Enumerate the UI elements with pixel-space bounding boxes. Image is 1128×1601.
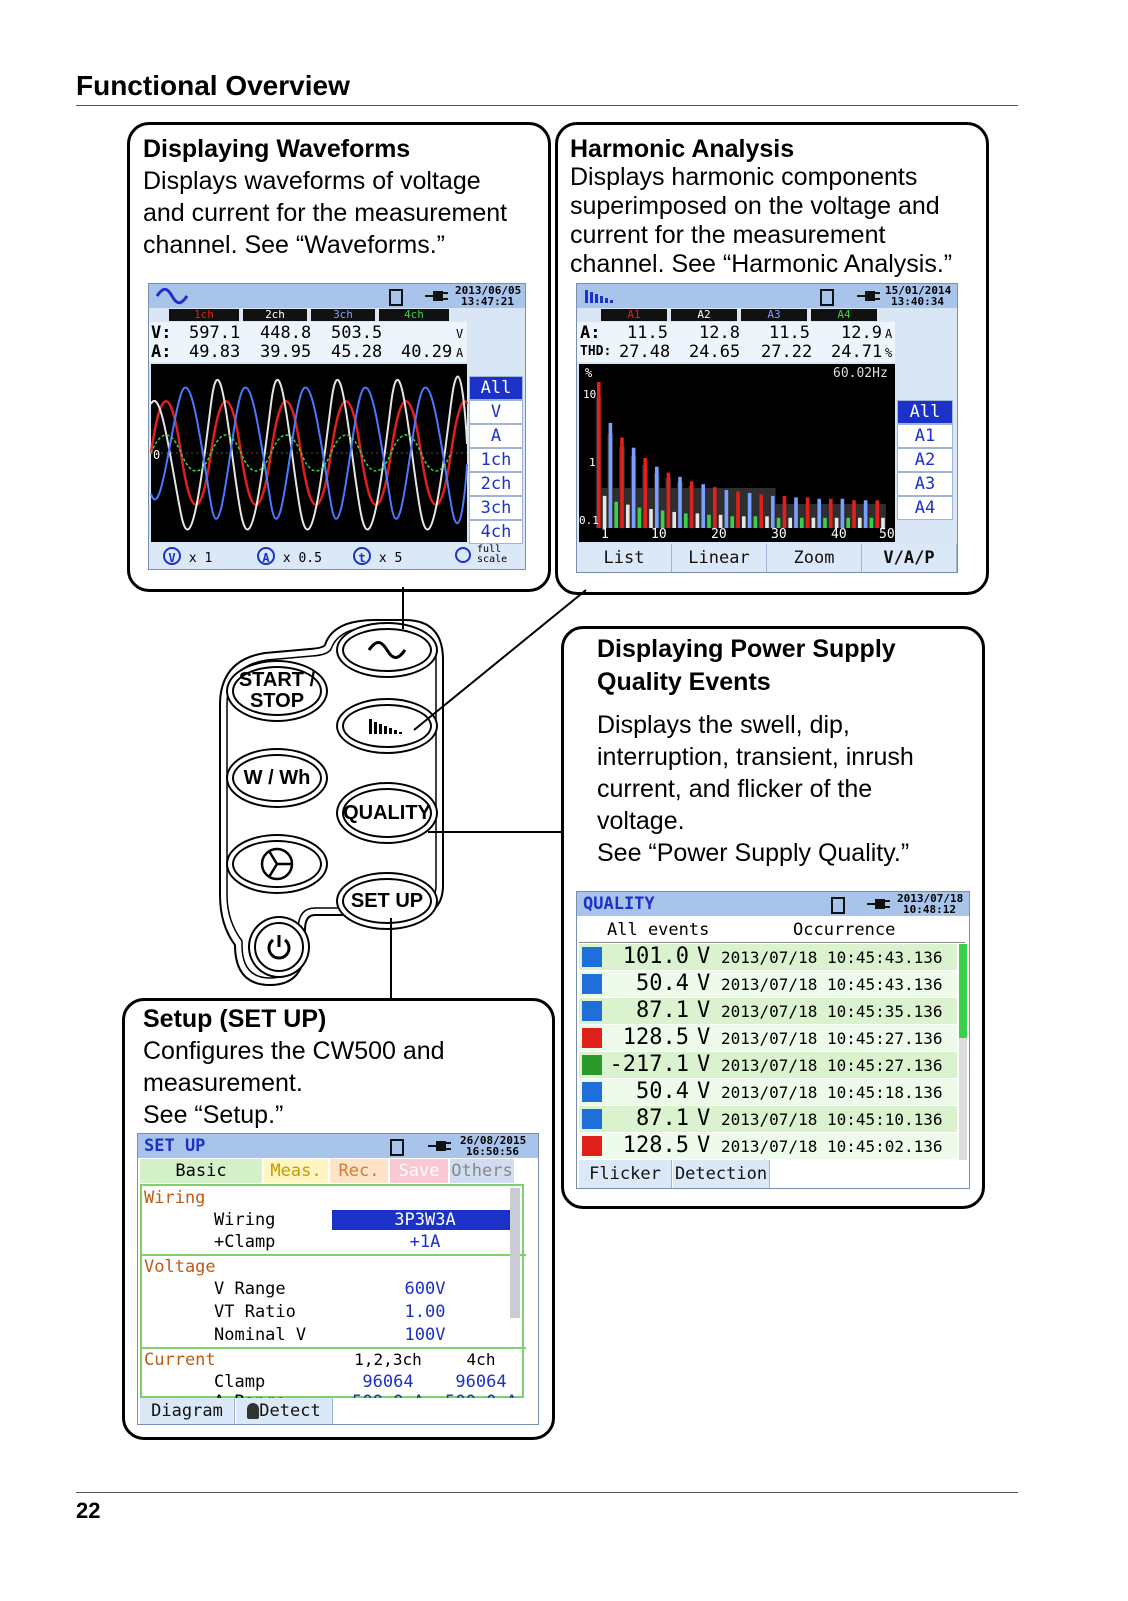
setup-header: SET UP — [144, 1136, 206, 1156]
set-up-key[interactable]: SET UP — [342, 878, 432, 924]
event-time: 2013/07/18 10:45:43.136 — [721, 975, 943, 994]
full-scale-label: full scale — [477, 544, 508, 565]
zoom-button[interactable]: Zoom — [767, 544, 862, 572]
quality-event-row[interactable] — [579, 1133, 957, 1159]
harmonic-bar — [614, 502, 618, 528]
thd-label: THD: — [580, 344, 612, 359]
voltage-2ch: 448.8 — [260, 323, 312, 343]
harmonic-bar — [817, 499, 821, 528]
event-type-icon — [582, 1136, 602, 1156]
quality-event-row[interactable] — [579, 971, 957, 997]
harmonic-bar — [626, 505, 630, 528]
quality-col-header — [579, 918, 965, 943]
harmonic-bar — [638, 508, 642, 528]
harmonic-bar — [788, 518, 792, 528]
nominal-v-value[interactable]: 100V — [404, 1325, 446, 1345]
full-scale-icon — [455, 547, 471, 563]
harmonic-bar — [829, 499, 833, 528]
page-title: Functional Overview — [76, 70, 350, 101]
harmonic-bar — [783, 496, 787, 528]
panel-quality-desc: Displays the swell, dip, interruption, transient, inrush current, and flicker of the voltage. See “Power Supply Quality.” — [597, 711, 914, 867]
flicker-button[interactable]: Flicker — [579, 1160, 672, 1188]
detection-button[interactable]: Detection — [673, 1160, 770, 1188]
waveform-plot — [151, 364, 467, 542]
time-circle-icon: t — [353, 547, 371, 565]
current-label: A: — [151, 342, 172, 362]
event-value: 87.1 — [636, 998, 689, 1023]
voltage-scale-button[interactable] — [163, 547, 212, 566]
section-wiring: Wiring — [144, 1188, 206, 1208]
harmonics-mode-icon — [583, 288, 617, 304]
harmonic-side-button[interactable]: A2 — [897, 448, 953, 472]
waveform-mode-icon — [155, 287, 189, 305]
title-divider — [76, 105, 1018, 106]
channel-tab-1ch[interactable]: 1ch — [169, 309, 239, 321]
harmonic-bar — [736, 492, 740, 529]
power-key[interactable] — [254, 922, 304, 972]
clamp2-label: Clamp — [214, 1372, 266, 1392]
x-tick-30: 30 — [771, 527, 787, 542]
detect-label: Detect — [259, 1401, 321, 1421]
waveform-side-button[interactable]: A — [469, 424, 523, 448]
wiring-label: Wiring — [214, 1210, 276, 1230]
current-a4: 12.9 — [841, 323, 882, 343]
harmonic-bar — [812, 518, 816, 528]
harmonic-bar — [725, 490, 729, 528]
quality-screen — [576, 891, 970, 1189]
channel-tab-2ch[interactable]: 2ch — [243, 309, 307, 321]
waveform-traces — [151, 364, 467, 542]
channel-tab-4ch[interactable]: 4ch — [379, 309, 449, 321]
sd-card-icon — [831, 897, 845, 914]
harmonic-bar — [759, 494, 763, 528]
quality-event-row[interactable] — [579, 944, 957, 970]
harmonic-bar — [730, 516, 734, 528]
harmonic-screen — [576, 283, 958, 573]
y-tick-1: 1 — [589, 456, 596, 469]
x-tick-40: 40 — [831, 527, 847, 542]
screen-date: 2013/06/05 — [455, 284, 522, 297]
event-unit: V — [697, 971, 711, 996]
all-events-header[interactable]: All events — [607, 920, 710, 940]
col-4ch: 4ch — [466, 1350, 496, 1369]
waveform-side-button[interactable]: 2ch — [469, 472, 523, 496]
connector-setup — [390, 918, 392, 1000]
occurrence-header: Occurrence — [793, 920, 896, 940]
event-time: 2013/07/18 10:45:02.136 — [721, 1137, 943, 1156]
waveform-side-button[interactable]: 4ch — [469, 520, 523, 544]
event-unit: V — [697, 1025, 711, 1050]
event-time: 2013/07/18 10:45:18.136 — [721, 1083, 943, 1102]
divider — [142, 1254, 526, 1256]
screen-header-bar — [577, 284, 957, 308]
event-type-icon — [582, 974, 602, 994]
connector-quality — [428, 831, 561, 833]
harmonic-bar — [748, 493, 752, 528]
linear-button[interactable]: Linear — [672, 544, 767, 572]
harmonic-y-unit: % — [585, 366, 593, 380]
voltage-unit: V — [456, 327, 464, 341]
panel-harmonic-desc: Displays harmonic components superimposed on the voltage and current for the measurement channel. See “Harmonic Analysis.” — [570, 163, 953, 278]
screen-time: 13:40:34 — [891, 295, 944, 308]
screen-time: 13:47:21 — [461, 295, 514, 308]
clamp-value[interactable]: +1A — [409, 1232, 441, 1252]
event-time: 2013/07/18 10:45:43.136 — [721, 948, 943, 967]
harmonic-bar — [609, 423, 613, 528]
tab-basic[interactable]: Basic — [140, 1159, 262, 1183]
tab-rec[interactable]: Rec. — [330, 1159, 388, 1183]
quality-event-row[interactable] — [579, 1079, 957, 1105]
harmonic-side-button[interactable]: A4 — [897, 496, 953, 520]
current-3ch: 45.28 — [331, 342, 383, 362]
harmonic-x-axis — [579, 528, 895, 542]
harmonic-bar — [667, 473, 671, 528]
event-type-icon — [582, 1055, 602, 1075]
sd-card-icon — [390, 1139, 404, 1156]
harmonic-footer — [577, 544, 957, 572]
harmonic-bar — [771, 496, 775, 528]
y-tick-10: 10 — [583, 388, 597, 401]
current-unit: A — [456, 346, 464, 360]
event-unit: V — [697, 998, 711, 1023]
harmonic-bar — [690, 481, 694, 528]
event-type-icon — [582, 1109, 602, 1129]
event-unit: V — [697, 944, 711, 969]
event-time: 2013/07/18 10:45:35.136 — [721, 1002, 943, 1021]
panel-quality-title: Displaying Power Supply Quality Events — [597, 635, 896, 696]
harmonic-bar — [875, 500, 879, 528]
time-scale-button[interactable] — [353, 547, 402, 566]
harmonic-bar — [846, 518, 850, 528]
footer-divider — [76, 1492, 1018, 1493]
harmonic-bar — [765, 516, 769, 528]
screen-header-bar — [149, 284, 525, 308]
event-unit: V — [697, 1106, 711, 1131]
list-button[interactable]: List — [577, 544, 672, 572]
harmonic-bar — [649, 509, 653, 528]
event-unit: V — [697, 1052, 711, 1077]
harmonic-bar — [655, 467, 659, 528]
time-scale-label: x 5 — [378, 551, 403, 566]
harmonic-bar — [696, 513, 700, 528]
panel-setup — [122, 998, 555, 1440]
vrange-value[interactable]: 600V — [404, 1279, 446, 1299]
harmonic-side-button[interactable]: All — [897, 400, 953, 424]
channel-tab-a2[interactable]: A2 — [671, 309, 737, 321]
harmonic-bar — [684, 513, 688, 528]
nominal-v-label: Nominal V — [214, 1325, 307, 1345]
full-scale-button[interactable] — [455, 545, 521, 565]
event-value: 128.5 — [622, 1025, 689, 1050]
harmonic-bar — [713, 487, 717, 528]
harmonic-plot — [579, 364, 895, 542]
thd-a4: 24.71 — [831, 342, 883, 362]
harmonic-bar — [864, 500, 868, 528]
vap-button[interactable]: V/A/P — [862, 544, 957, 572]
quality-event-row[interactable] — [579, 1052, 957, 1078]
event-type-icon — [582, 947, 602, 967]
harmonic-side-button[interactable]: A3 — [897, 472, 953, 496]
screen-date: 15/01/2014 — [885, 284, 952, 297]
harmonic-bar — [603, 496, 607, 528]
harmonic-bar — [742, 516, 746, 528]
harmonics-icon — [367, 717, 407, 735]
setup-scrollbar[interactable] — [510, 1188, 520, 1318]
panel-setup-title: Setup (SET UP) — [143, 1005, 327, 1033]
screen-header-bar — [577, 892, 969, 916]
harmonic-side-button[interactable]: A1 — [897, 424, 953, 448]
harmonic-bar — [794, 497, 798, 528]
event-type-icon — [582, 1082, 602, 1102]
waveform-zero-label: 0 — [153, 448, 161, 462]
quality-scrollbar[interactable] — [959, 944, 967, 1160]
current-label: A: — [580, 323, 601, 343]
harmonic-bar — [800, 518, 804, 528]
waveform-side-button[interactable]: All — [469, 376, 523, 400]
panel-waveforms-desc: Displays waveforms of voltage and current for the measurement channel. See “Waveforms.” — [143, 167, 508, 259]
current-unit: A — [885, 327, 893, 341]
quality-event-row[interactable] — [579, 998, 957, 1024]
y-tick-0.1: 0.1 — [579, 514, 599, 527]
vt-ratio-label: VT Ratio — [214, 1302, 296, 1322]
event-type-icon — [582, 1001, 602, 1021]
current-a3: 11.5 — [769, 323, 810, 343]
quality-event-row[interactable] — [579, 1106, 957, 1132]
harmonic-bar — [678, 477, 682, 528]
sd-card-icon — [820, 289, 834, 306]
event-time: 2013/07/18 10:45:27.136 — [721, 1056, 943, 1075]
current-a2: 12.8 — [699, 323, 740, 343]
thd-a2: 24.65 — [689, 342, 741, 362]
event-unit: V — [697, 1079, 711, 1104]
event-type-icon — [582, 1028, 602, 1048]
harmonic-bar — [643, 458, 647, 528]
channel-tab-a3[interactable]: A3 — [741, 309, 807, 321]
x-tick-50: 50 — [879, 527, 895, 542]
harmonic-bar — [597, 382, 601, 528]
panel-quality — [561, 626, 985, 1209]
waveform-side-button[interactable]: 1ch — [469, 448, 523, 472]
waveform-screen — [148, 283, 526, 570]
vector-icon — [257, 847, 297, 881]
harmonic-bar — [858, 518, 862, 528]
ac-plug-icon — [425, 289, 449, 303]
current-4ch: 40.29 — [401, 342, 453, 362]
x-tick-10: 10 — [651, 527, 667, 542]
screen-date: 26/08/2015 — [460, 1134, 527, 1147]
panel-harmonic — [555, 122, 989, 595]
current-circle-icon: A — [257, 547, 275, 565]
waveform-side-button[interactable]: 3ch — [469, 496, 523, 520]
thd-a3: 27.22 — [761, 342, 813, 362]
harmonic-bar — [870, 518, 874, 528]
setup-screen — [137, 1133, 539, 1425]
detect-button[interactable] — [236, 1398, 333, 1424]
page-number: 22 — [76, 1498, 101, 1523]
harmonic-bar — [661, 510, 665, 528]
panel-harmonic-title: Harmonic Analysis — [570, 135, 795, 163]
voltage-label: V: — [151, 323, 172, 343]
section-voltage: Voltage — [144, 1257, 216, 1277]
voltage-1ch: 597.1 — [189, 323, 241, 343]
vt-ratio-value[interactable]: 1.00 — [404, 1302, 446, 1322]
screen-header-bar — [138, 1134, 538, 1158]
sd-card-icon — [389, 289, 403, 306]
section-current: Current — [144, 1350, 216, 1370]
channel-tab-a4[interactable]: A4 — [811, 309, 877, 321]
vector-key[interactable] — [232, 840, 322, 888]
waveform-icon — [367, 641, 407, 659]
tab-save[interactable]: Save — [390, 1159, 448, 1183]
harmonic-freq: 60.02Hz — [833, 366, 888, 381]
current-scale-label: x 0.5 — [282, 551, 322, 566]
vrange-label: V Range — [214, 1279, 286, 1299]
thd-unit: % — [885, 346, 893, 360]
clamp2-value-123[interactable]: 96064 — [362, 1372, 414, 1392]
event-value: 50.4 — [636, 971, 689, 996]
current-2ch: 39.95 — [260, 342, 312, 362]
quality-footer — [577, 1160, 969, 1188]
setup-body — [140, 1184, 524, 1398]
col-123ch: 1,2,3ch — [354, 1350, 422, 1369]
screen-time: 16:50:56 — [466, 1145, 519, 1158]
screen-date: 2013/07/18 — [897, 892, 964, 905]
power-icon — [265, 933, 293, 961]
ac-plug-icon — [867, 897, 891, 911]
detect-icon — [247, 1403, 259, 1419]
x-tick-20: 20 — [711, 527, 727, 542]
tab-meas[interactable]: Meas. — [264, 1159, 328, 1183]
panel-waveforms-title: Displaying Waveforms — [143, 135, 411, 163]
harmonic-bars — [579, 364, 895, 542]
screen-time: 10:48:12 — [903, 903, 956, 916]
connector-waveform — [402, 587, 404, 629]
panel-waveforms — [127, 122, 551, 592]
harmonic-bar — [806, 497, 810, 528]
diagram-button[interactable]: Diagram — [140, 1398, 235, 1424]
current-a1: 11.5 — [627, 323, 668, 343]
harmonic-bar — [672, 512, 676, 528]
channel-tab-3ch[interactable]: 3ch — [311, 309, 375, 321]
thd-a1: 27.48 — [619, 342, 671, 362]
event-value: 101.0 — [622, 944, 689, 969]
event-value: 50.4 — [636, 1079, 689, 1104]
voltage-circle-icon: V — [163, 547, 181, 565]
harmonic-bar — [852, 500, 856, 528]
start-stop-key[interactable]: START / STOP — [232, 666, 322, 716]
panel-setup-desc: Configures the CW500 and measurement. See “Setup.” — [143, 1037, 445, 1129]
divider — [142, 1347, 526, 1349]
event-value: -217.1 — [609, 1052, 689, 1077]
waveform-footer — [149, 543, 525, 569]
clamp-label: +Clamp — [214, 1232, 276, 1252]
x-tick-1: 1 — [601, 527, 609, 542]
event-unit: V — [697, 1133, 711, 1158]
setup-footer — [138, 1398, 538, 1424]
w-wh-key[interactable]: W / Wh — [232, 754, 322, 802]
current-scale-button[interactable] — [257, 547, 322, 566]
harmonic-bar — [841, 499, 845, 528]
harmonic-bar — [754, 516, 758, 528]
harmonic-bar — [632, 448, 636, 528]
event-time: 2013/07/18 10:45:27.136 — [721, 1029, 943, 1048]
harmonic-bar — [701, 484, 705, 528]
ac-plug-icon — [428, 1139, 452, 1153]
tab-others[interactable]: Others — [451, 1161, 513, 1181]
event-value: 128.5 — [622, 1133, 689, 1158]
quality-event-row[interactable] — [579, 1025, 957, 1051]
quality-scroll-thumb[interactable] — [959, 944, 967, 1038]
harmonic-bar — [823, 518, 827, 528]
quality-key[interactable]: QUALITY — [342, 788, 432, 838]
event-value: 87.1 — [636, 1106, 689, 1131]
wiring-value[interactable]: 3P3W3A — [332, 1210, 518, 1230]
voltage-3ch: 503.5 — [331, 323, 383, 343]
channel-tab-a1[interactable]: A1 — [601, 309, 667, 321]
quality-header: QUALITY — [583, 894, 655, 914]
voltage-scale-label: x 1 — [188, 551, 213, 566]
ac-plug-icon — [857, 289, 881, 303]
clamp2-value-4[interactable]: 96064 — [455, 1372, 507, 1392]
harmonic-bar — [620, 437, 624, 528]
current-1ch: 49.83 — [189, 342, 241, 362]
waveform-side-button[interactable]: V — [469, 400, 523, 424]
event-time: 2013/07/18 10:45:10.136 — [721, 1110, 943, 1129]
